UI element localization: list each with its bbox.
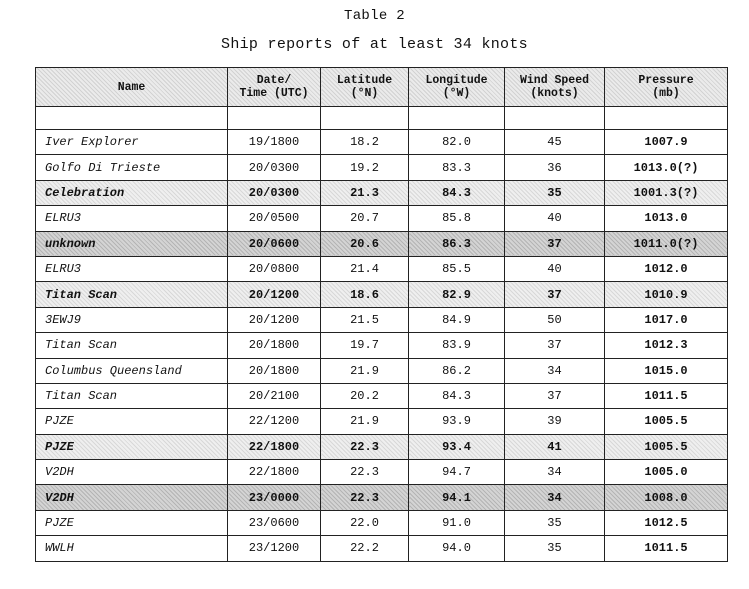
report-time-cell: 20/2100 (228, 383, 321, 408)
latitude-cell: 21.3 (321, 180, 409, 205)
table-row (36, 206, 728, 231)
longitude-cell: 86.2 (409, 358, 505, 383)
table-row (36, 130, 728, 155)
ship-name-cell: Titan Scan (36, 333, 228, 358)
ship-name-cell: Celebration (36, 180, 228, 205)
wind-speed-cell: 50 (505, 307, 605, 332)
table-row (36, 536, 728, 561)
report-time-cell: 20/0500 (228, 206, 321, 231)
table-row (36, 358, 728, 383)
longitude-cell: 94.0 (409, 536, 505, 561)
report-time-cell: 23/0000 (228, 485, 321, 510)
wind-speed-cell: 41 (505, 434, 605, 459)
longitude-cell: 85.5 (409, 256, 505, 281)
longitude-cell: 84.9 (409, 307, 505, 332)
blank-cell (409, 107, 505, 130)
pressure-cell: 1001.3(?) (605, 180, 728, 205)
latitude-cell: 20.7 (321, 206, 409, 231)
ship-name-cell: 3EWJ9 (36, 307, 228, 332)
table-number: Table 2 (344, 8, 405, 24)
wind-speed-cell: 40 (505, 206, 605, 231)
longitude-cell: 85.8 (409, 206, 505, 231)
longitude-cell: 83.3 (409, 155, 505, 180)
pressure-cell: 1011.5 (605, 536, 728, 561)
wind-speed-cell: 34 (505, 485, 605, 510)
ship-name-cell: PJZE (36, 434, 228, 459)
pressure-cell: 1012.3 (605, 333, 728, 358)
longitude-cell: 93.4 (409, 434, 505, 459)
wind-speed-cell: 37 (505, 383, 605, 408)
column-header-name: Name (36, 68, 228, 107)
ship-name-cell: ELRU3 (36, 256, 228, 281)
wind-speed-cell: 35 (505, 510, 605, 535)
pressure-cell: 1012.0 (605, 256, 728, 281)
ship-name-cell: Columbus Queensland (36, 358, 228, 383)
ship-reports-table (35, 67, 728, 562)
table-caption: Ship reports of at least 34 knots (221, 36, 528, 53)
table-row (36, 282, 728, 307)
wind-speed-cell: 35 (505, 180, 605, 205)
pressure-cell: 1005.5 (605, 434, 728, 459)
latitude-cell: 19.7 (321, 333, 409, 358)
latitude-cell: 22.3 (321, 460, 409, 485)
ship-name-cell: unknown (36, 231, 228, 256)
report-time-cell: 19/1800 (228, 130, 321, 155)
report-time-cell: 20/0800 (228, 256, 321, 281)
ship-name-cell: WWLH (36, 536, 228, 561)
latitude-cell: 21.5 (321, 307, 409, 332)
wind-speed-cell: 45 (505, 130, 605, 155)
longitude-cell: 84.3 (409, 383, 505, 408)
pressure-cell: 1010.9 (605, 282, 728, 307)
longitude-cell: 86.3 (409, 231, 505, 256)
pressure-cell: 1005.5 (605, 409, 728, 434)
pressure-cell: 1012.5 (605, 510, 728, 535)
report-time-cell: 20/1800 (228, 333, 321, 358)
latitude-cell: 22.2 (321, 536, 409, 561)
table-row (36, 510, 728, 535)
pressure-cell: 1013.0(?) (605, 155, 728, 180)
wind-speed-cell: 35 (505, 536, 605, 561)
ship-name-cell: V2DH (36, 460, 228, 485)
pressure-cell: 1007.9 (605, 130, 728, 155)
ship-name-cell: Iver Explorer (36, 130, 228, 155)
report-time-cell: 20/0300 (228, 180, 321, 205)
latitude-cell: 19.2 (321, 155, 409, 180)
wind-speed-cell: 37 (505, 282, 605, 307)
wind-speed-cell: 40 (505, 256, 605, 281)
header-row (36, 68, 728, 107)
column-header-latitude: Latitude (°N) (321, 68, 409, 107)
pressure-cell: 1011.0(?) (605, 231, 728, 256)
latitude-cell: 20.2 (321, 383, 409, 408)
longitude-cell: 91.0 (409, 510, 505, 535)
table-row (36, 180, 728, 205)
pressure-cell: 1011.5 (605, 383, 728, 408)
latitude-cell: 21.9 (321, 409, 409, 434)
wind-speed-cell: 34 (505, 460, 605, 485)
wind-speed-cell: 39 (505, 409, 605, 434)
latitude-cell: 22.0 (321, 510, 409, 535)
longitude-cell: 94.7 (409, 460, 505, 485)
pressure-cell: 1013.0 (605, 206, 728, 231)
wind-speed-cell: 37 (505, 231, 605, 256)
table-row (36, 460, 728, 485)
table-row (36, 434, 728, 459)
ship-name-cell: Golfo Di Trieste (36, 155, 228, 180)
blank-cell (36, 107, 228, 130)
longitude-cell: 83.9 (409, 333, 505, 358)
latitude-cell: 18.6 (321, 282, 409, 307)
table-row (36, 409, 728, 434)
blank-cell (228, 107, 321, 130)
latitude-cell: 18.2 (321, 130, 409, 155)
table-row (36, 307, 728, 332)
table-row (36, 485, 728, 510)
blank-row (36, 107, 728, 130)
report-time-cell: 20/1800 (228, 358, 321, 383)
blank-cell (321, 107, 409, 130)
latitude-cell: 21.9 (321, 358, 409, 383)
ship-name-cell: ELRU3 (36, 206, 228, 231)
table-row (36, 155, 728, 180)
ship-name-cell: Titan Scan (36, 282, 228, 307)
column-header-time: Date/ Time (UTC) (228, 68, 321, 107)
report-time-cell: 23/0600 (228, 510, 321, 535)
report-time-cell: 23/1200 (228, 536, 321, 561)
latitude-cell: 20.6 (321, 231, 409, 256)
table-row (36, 333, 728, 358)
wind-speed-cell: 37 (505, 333, 605, 358)
pressure-cell: 1015.0 (605, 358, 728, 383)
report-time-cell: 22/1800 (228, 460, 321, 485)
pressure-cell: 1005.0 (605, 460, 728, 485)
ship-name-cell: PJZE (36, 510, 228, 535)
pressure-cell: 1008.0 (605, 485, 728, 510)
report-time-cell: 20/0300 (228, 155, 321, 180)
longitude-cell: 93.9 (409, 409, 505, 434)
column-header-pressure: Pressure (mb) (605, 68, 728, 107)
longitude-cell: 82.0 (409, 130, 505, 155)
ship-name-cell: Titan Scan (36, 383, 228, 408)
report-time-cell: 22/1200 (228, 409, 321, 434)
ship-name-cell: PJZE (36, 409, 228, 434)
longitude-cell: 94.1 (409, 485, 505, 510)
report-time-cell: 22/1800 (228, 434, 321, 459)
longitude-cell: 84.3 (409, 180, 505, 205)
column-header-wind-speed: Wind Speed (knots) (505, 68, 605, 107)
ship-name-cell: V2DH (36, 485, 228, 510)
table-row (36, 231, 728, 256)
latitude-cell: 21.4 (321, 256, 409, 281)
wind-speed-cell: 36 (505, 155, 605, 180)
blank-cell (505, 107, 605, 130)
latitude-cell: 22.3 (321, 434, 409, 459)
report-time-cell: 20/1200 (228, 282, 321, 307)
report-time-cell: 20/1200 (228, 307, 321, 332)
longitude-cell: 82.9 (409, 282, 505, 307)
latitude-cell: 22.3 (321, 485, 409, 510)
table-row (36, 383, 728, 408)
report-time-cell: 20/0600 (228, 231, 321, 256)
table-row (36, 256, 728, 281)
wind-speed-cell: 34 (505, 358, 605, 383)
pressure-cell: 1017.0 (605, 307, 728, 332)
column-header-longitude: Longitude (°W) (409, 68, 505, 107)
blank-cell (605, 107, 728, 130)
